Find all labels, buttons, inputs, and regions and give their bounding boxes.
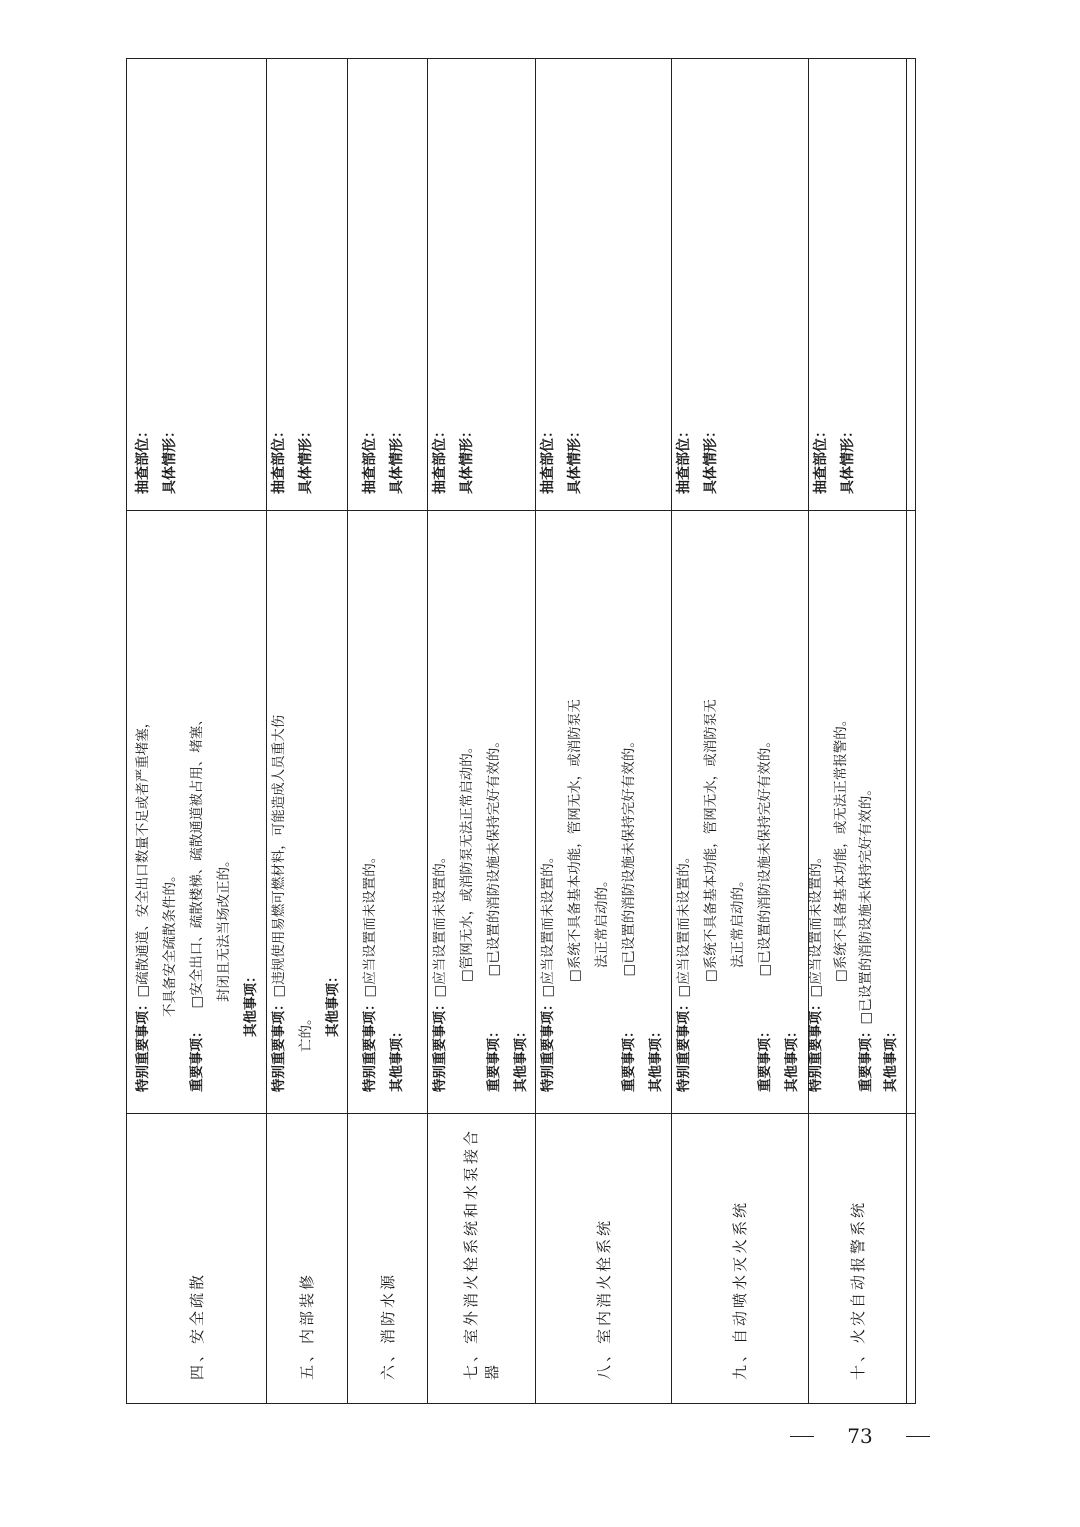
- table-row: [266, 58, 347, 1404]
- item-text: □系统不具备基本功能，管网无水，或消防泵无: [567, 699, 583, 982]
- check-location-label: 抽查部位：: [813, 424, 829, 494]
- item-label: 特别重要事项：: [540, 997, 556, 1092]
- item-text: □应当设置而未设置的。: [540, 849, 556, 998]
- check-detail-label: 具体情形：: [459, 424, 475, 494]
- table-row: [126, 58, 266, 1404]
- item-label: 其他事项：: [243, 969, 259, 1037]
- item-label: 其他事项：: [784, 1024, 800, 1092]
- check-location-label: 抽查部位：: [676, 424, 692, 494]
- item-text: □已设置的消防设施未保持完好有效的。: [757, 734, 773, 977]
- check-fields: [357, 424, 411, 494]
- item-label: 重要事项：: [858, 1024, 874, 1092]
- item-label: 其他事项：: [389, 1024, 405, 1092]
- page-number: [790, 1418, 930, 1454]
- item-text: 封闭且无法当场改正的。: [216, 853, 232, 1002]
- check-fields: [535, 424, 589, 494]
- item-list: [357, 537, 411, 1092]
- row-divider: [906, 58, 907, 1404]
- category-label: 十、火灾自动报警系统: [848, 1199, 867, 1380]
- item-text: 法正常启动的。: [730, 873, 746, 968]
- check-location-label: 抽查部位：: [135, 424, 151, 494]
- category-label: 七、室外消火栓系统和水泵接合器: [462, 1127, 501, 1380]
- check-detail-label: 具体情形：: [840, 424, 856, 494]
- table-row: [347, 58, 427, 1404]
- item-label: 重要事项：: [189, 1024, 205, 1092]
- item-text: □已设置的消防设施未保持完好有效的。: [858, 782, 874, 1025]
- item-text: □应当设置而未设置的。: [362, 849, 378, 998]
- item-text: □安全出口、疏散楼梯、疏散通道被占用、堵塞、: [189, 712, 205, 1009]
- item-text: □违规使用易燃可燃材料，可能造成人员重大伤: [271, 714, 287, 998]
- item-label: 其他事项：: [325, 969, 341, 1037]
- check-detail-label: 具体情形：: [162, 424, 178, 494]
- check-location-label: 抽查部位：: [271, 424, 287, 494]
- item-label: 特别重要事项：: [808, 997, 824, 1092]
- item-list: [535, 537, 670, 1092]
- item-list: [427, 537, 535, 1092]
- page-number-dash-right: [906, 1436, 930, 1437]
- table-row: [671, 58, 808, 1404]
- check-detail-label: 具体情形：: [298, 424, 314, 494]
- table-row: [427, 58, 535, 1404]
- item-text: □系统不具备基本功能，或无法正常报警的。: [833, 712, 849, 982]
- category-label: 五、内部装修: [298, 1271, 316, 1380]
- item-label: 重要事项：: [486, 1024, 502, 1092]
- item-label: 重要事项：: [621, 1024, 637, 1092]
- item-text: □应当设置而未设置的。: [676, 849, 692, 998]
- check-location-label: 抽查部位：: [540, 424, 556, 494]
- item-text: □管网无水，或消防泵无法正常启动的。: [459, 739, 475, 982]
- item-label: 其他事项：: [883, 1024, 899, 1092]
- item-text: □已设置的消防设施未保持完好有效的。: [486, 734, 502, 977]
- check-location-label: 抽查部位：: [362, 424, 378, 494]
- table-row: [808, 58, 906, 1404]
- check-fields: [130, 424, 184, 494]
- item-label: 其他事项：: [648, 1024, 664, 1092]
- item-label: 特别重要事项：: [676, 997, 692, 1092]
- category-label: 九、自动喷水灭火系统: [731, 1199, 749, 1380]
- page-number-value: 73: [847, 1424, 873, 1448]
- item-list: [804, 537, 904, 1092]
- check-fields: [427, 424, 481, 494]
- category-label: 八、室内消火栓系统: [594, 1217, 613, 1380]
- item-text: 亡的。: [298, 1011, 314, 1052]
- check-fields: [671, 424, 725, 494]
- item-text: □已设置的消防设施未保持完好有效的。: [621, 734, 637, 977]
- item-label: 特别重要事项：: [135, 997, 151, 1092]
- item-text: 不具备安全疏散条件的。: [162, 868, 178, 1017]
- item-list: [671, 537, 806, 1092]
- check-detail-label: 具体情形：: [389, 424, 405, 494]
- item-text: □应当设置而未设置的。: [808, 849, 824, 998]
- check-location-label: 抽查部位：: [432, 424, 448, 494]
- item-text: 法正常启动的。: [594, 873, 610, 968]
- item-list: [266, 537, 347, 1092]
- category-label: 六、消防水源: [378, 1271, 397, 1380]
- item-list: [130, 537, 265, 1092]
- item-label: 特别重要事项：: [362, 997, 378, 1092]
- item-text: □系统不具备基本功能，管网无水，或消防泵无: [703, 699, 719, 982]
- check-detail-label: 具体情形：: [567, 424, 583, 494]
- item-label: 特别重要事项：: [432, 997, 448, 1092]
- item-label: 重要事项：: [757, 1024, 773, 1092]
- check-fields: [808, 424, 862, 494]
- item-label: 其他事项：: [513, 1024, 529, 1092]
- check-fields: [266, 424, 320, 494]
- rotated-table-page: [126, 58, 916, 1404]
- page-number-dash-left: [790, 1436, 814, 1437]
- item-text: □疏散通道、安全出口数量不足或者严重堵塞，: [135, 714, 151, 998]
- category-label: 四、安全疏散: [187, 1271, 206, 1380]
- check-detail-label: 具体情形：: [703, 424, 719, 494]
- item-label: 特别重要事项：: [271, 997, 287, 1092]
- table-row: [535, 58, 671, 1404]
- item-text: □应当设置而未设置的。: [432, 849, 448, 998]
